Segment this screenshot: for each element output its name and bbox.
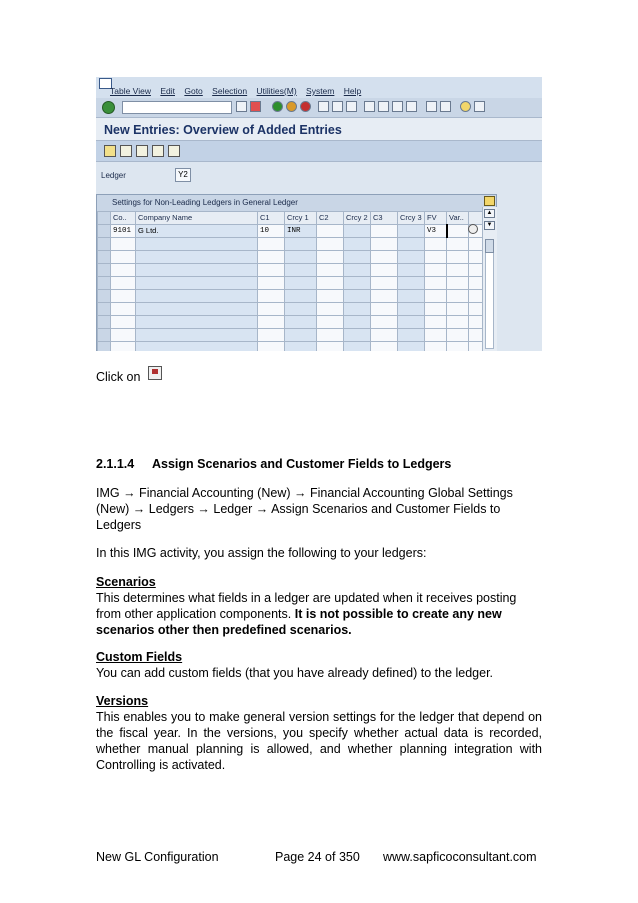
table-row bbox=[98, 342, 483, 352]
menu-edit[interactable]: Edit bbox=[160, 86, 175, 96]
cell-fv[interactable]: V3 bbox=[425, 225, 447, 238]
table-row bbox=[98, 238, 483, 251]
scenarios-bold-text: It is not possible to create any new scenarios other then predefined scenarios. bbox=[96, 607, 502, 637]
table-row bbox=[98, 303, 483, 316]
col-spacer bbox=[469, 212, 483, 225]
table-header-row bbox=[98, 212, 483, 225]
section-heading bbox=[96, 456, 451, 472]
last-page-icon[interactable] bbox=[406, 101, 417, 112]
command-field[interactable] bbox=[122, 101, 232, 114]
shortcut-icon[interactable] bbox=[440, 101, 451, 112]
versions-text: This enables you to make general version settings for the ledger that depend on the fiscal year. In the versions, you specify whether actual data is recorded, whether manual planning is allowed, and whether planning integration with Controlling is activated. bbox=[96, 710, 542, 772]
scenarios-title: Scenarios bbox=[96, 575, 156, 589]
next-page-icon[interactable] bbox=[392, 101, 403, 112]
cell-c3[interactable] bbox=[371, 225, 398, 238]
click-on-text: Click on bbox=[96, 370, 141, 384]
exit-icon[interactable] bbox=[286, 101, 297, 112]
scenarios-section bbox=[96, 574, 542, 638]
new-entries-icon[interactable] bbox=[120, 145, 132, 157]
table-row bbox=[98, 277, 483, 290]
screen-title: New Entries: Overview of Added Entries bbox=[104, 123, 342, 137]
change-display-icon[interactable] bbox=[104, 145, 116, 157]
sap-screenshot bbox=[96, 77, 542, 351]
scenarios-text: This determines what fields in a ledger are updated when it receives posting from other application components. bbox=[96, 591, 517, 621]
col-c3[interactable]: C3 bbox=[371, 212, 398, 225]
save-icon-inline bbox=[148, 366, 162, 380]
cell-crcy3 bbox=[398, 225, 425, 238]
col-crcy3[interactable]: Crcy 3 bbox=[398, 212, 425, 225]
application-toolbar bbox=[96, 140, 542, 162]
custom-fields-section bbox=[96, 649, 542, 681]
print-icon[interactable] bbox=[318, 101, 329, 112]
settings-grid bbox=[97, 211, 483, 351]
col-c1[interactable]: C1 bbox=[258, 212, 285, 225]
versions-section bbox=[96, 693, 542, 773]
menu-table-view[interactable]: Table View bbox=[110, 86, 151, 96]
footer-website: www.sapficoconsultant.com bbox=[383, 850, 537, 864]
heading-text: Assign Scenarios and Customer Fields to Ledgers bbox=[152, 457, 452, 471]
custom-fields-text: You can add custom fields (that you have already defined) to the ledger. bbox=[96, 666, 494, 680]
footer-page-number: Page 24 of 350 bbox=[275, 850, 360, 864]
value-help-icon[interactable] bbox=[468, 224, 478, 234]
back-icon[interactable] bbox=[272, 101, 283, 112]
cell-company-code[interactable]: 9101 bbox=[111, 225, 136, 238]
footer-left: New GL Configuration bbox=[96, 850, 219, 864]
find-next-icon[interactable] bbox=[346, 101, 357, 112]
scroll-track[interactable] bbox=[485, 239, 494, 349]
col-crcy1[interactable]: Crcy 1 bbox=[285, 212, 317, 225]
table-row bbox=[98, 290, 483, 303]
table-settings-icon[interactable] bbox=[484, 196, 495, 206]
undo-change-icon[interactable] bbox=[168, 145, 180, 157]
table-row bbox=[98, 264, 483, 277]
save-icon[interactable] bbox=[250, 101, 261, 112]
ledger-label: Ledger bbox=[101, 171, 126, 180]
sap-menu-bar bbox=[96, 77, 542, 98]
col-crcy2[interactable]: Crcy 2 bbox=[344, 212, 371, 225]
img-path-paragraph: IMG → Financial Accounting (New) → Financial Accounting Global Settings (New) → Ledgers → Ledger → Assign Scenarios and Customer Fields to Ledgers bbox=[96, 486, 513, 532]
versions-title: Versions bbox=[96, 694, 149, 708]
row-selector[interactable] bbox=[98, 225, 111, 238]
cell-c2[interactable] bbox=[317, 225, 344, 238]
scroll-thumb[interactable] bbox=[485, 239, 494, 253]
copy-as-icon[interactable] bbox=[136, 145, 148, 157]
custom-fields-title: Custom Fields bbox=[96, 650, 183, 664]
delete-icon[interactable] bbox=[152, 145, 164, 157]
table-row bbox=[98, 225, 483, 238]
layout-menu-icon[interactable] bbox=[474, 101, 485, 112]
scroll-down-icon[interactable]: ▼ bbox=[484, 221, 495, 230]
new-session-icon[interactable] bbox=[426, 101, 437, 112]
table-row bbox=[98, 329, 483, 342]
col-c2[interactable]: C2 bbox=[317, 212, 344, 225]
back-arrow-icon[interactable] bbox=[236, 101, 247, 112]
scenarios-body bbox=[96, 590, 542, 638]
cell-company-name: G Ltd. bbox=[136, 225, 258, 238]
col-company-name[interactable]: Company Name bbox=[136, 212, 258, 225]
table-caption: Settings for Non-Leading Ledgers in General Ledger bbox=[97, 195, 496, 211]
col-fv[interactable]: FV bbox=[425, 212, 447, 225]
find-icon[interactable] bbox=[332, 101, 343, 112]
first-page-icon[interactable] bbox=[364, 101, 375, 112]
heading-number: 2.1.1.4 bbox=[96, 457, 135, 471]
cell-var[interactable] bbox=[447, 225, 469, 238]
menu-selection[interactable]: Selection bbox=[212, 86, 248, 96]
col-var[interactable]: Var.. bbox=[447, 212, 469, 225]
scroll-up-icon[interactable]: ▲ bbox=[484, 209, 495, 218]
ledger-field[interactable]: Y2 bbox=[175, 168, 191, 182]
menu-goto[interactable]: Goto bbox=[184, 86, 203, 96]
intro-paragraph: In this IMG activity, you assign the following to your ledgers: bbox=[96, 546, 427, 560]
menu-system[interactable]: System bbox=[306, 86, 335, 96]
cancel-icon[interactable] bbox=[300, 101, 311, 112]
cell-crcy2 bbox=[344, 225, 371, 238]
menu-utilities[interactable]: Utilities(M) bbox=[256, 86, 297, 96]
select-all-cell[interactable] bbox=[98, 212, 111, 225]
cell-c1[interactable]: 10 bbox=[258, 225, 285, 238]
enter-check-icon[interactable] bbox=[102, 101, 115, 114]
help-icon[interactable] bbox=[460, 101, 471, 112]
standard-toolbar bbox=[96, 98, 542, 118]
table-row bbox=[98, 316, 483, 329]
table-row bbox=[98, 251, 483, 264]
previous-page-icon[interactable] bbox=[378, 101, 389, 112]
ledger-settings-table bbox=[96, 194, 497, 351]
col-company-code[interactable]: Co.. bbox=[111, 212, 136, 225]
menu-help[interactable]: Help bbox=[343, 86, 362, 96]
cell-crcy1: INR bbox=[285, 225, 317, 238]
vertical-scrollbar[interactable] bbox=[482, 207, 497, 351]
title-bar bbox=[96, 118, 542, 140]
